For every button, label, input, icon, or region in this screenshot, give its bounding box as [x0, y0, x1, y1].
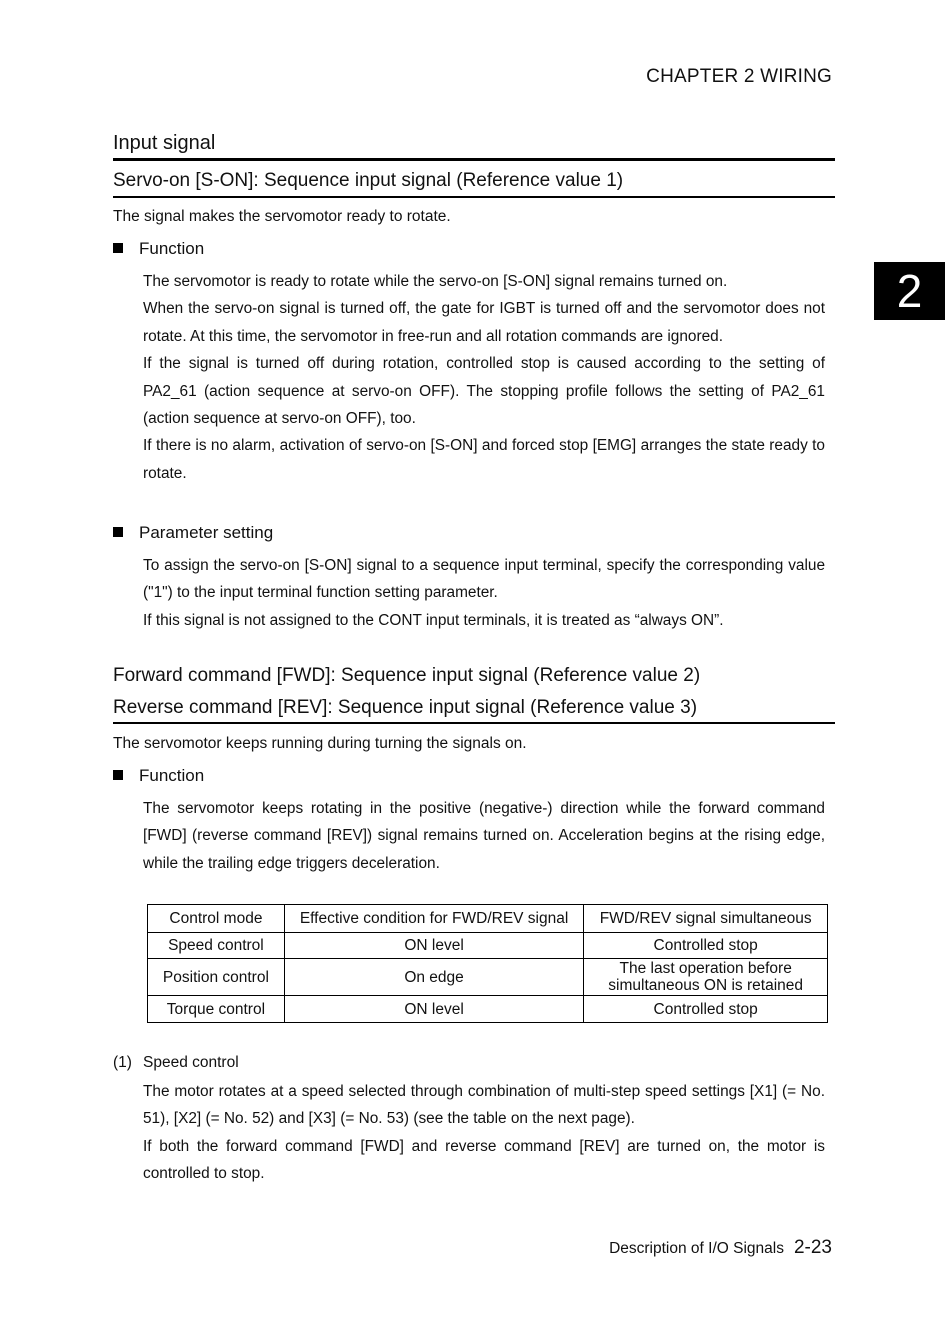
heading-rule [113, 722, 835, 724]
function-bullet [113, 239, 204, 259]
fwd-rev-intro: The servomotor keeps running during turning the signals on. [113, 735, 527, 752]
table-header-cell: Control mode [148, 905, 285, 933]
fwd-heading: Forward command [FWD]: Sequence input signal (Reference value 2) [113, 665, 701, 686]
page-footer [0, 1237, 832, 1259]
parameter-body [143, 552, 825, 634]
table-cell: The last operation before simultaneous ON is retained [584, 959, 828, 996]
item-title: Speed control [143, 1054, 239, 1071]
chapter-tab: 2 [874, 262, 945, 320]
bullet-square-icon [113, 770, 123, 780]
rev-heading: Reverse command [REV]: Sequence input signal (Reference value 3) [113, 697, 698, 718]
title-rule [113, 158, 835, 161]
paragraph: The servomotor keeps rotating in the positive (negative-) direction while the forward command [FWD] (reverse command [REV]) signal remains turned on. Acceleration begins at the rising edge, while the trailing edge triggers deceleration. [143, 800, 825, 872]
paragraph: If this signal is not assigned to the CONT input terminals, it is treated as “always ON”. [143, 611, 724, 629]
table-cell: Controlled stop [584, 933, 828, 959]
section-title: Input signal [113, 132, 216, 154]
bullet-square-icon [113, 243, 123, 253]
paragraph: If there is no alarm, activation of servo-on [S-ON] and forced stop [EMG] arranges the state ready to rotate. [143, 437, 825, 482]
page-number: 2-23 [793, 1237, 832, 1258]
paragraph: If both the forward command [FWD] and reverse command [REV] are turned on, the motor is controlled to stop. [143, 1137, 825, 1183]
servo-on-heading: Servo-on [S-ON]: Sequence input signal (Reference value 1) [113, 170, 624, 191]
paragraph: If the signal is turned off during rotation, controlled stop is caused according to the setting of PA2_61 (action sequence at servo-on OFF). The stopping profile follows the setting of PA2_61 (action sequence at servo-on OFF), too. [143, 355, 825, 428]
item-number: (1) [113, 1054, 132, 1071]
function-head: Function [139, 766, 205, 785]
servo-on-function-body [143, 268, 825, 487]
servo-on-intro: The signal makes the servomotor ready to rotate. [113, 208, 451, 225]
table-cell: Torque control [148, 996, 285, 1023]
speed-control-heading [113, 1054, 239, 1072]
function-bullet [113, 766, 204, 786]
fwd-rev-function-body [143, 795, 825, 877]
table-header-cell: FWD/REV signal simultaneous [584, 905, 828, 933]
parameter-head: Parameter setting [139, 523, 274, 542]
chapter-header: CHAPTER 2 WIRING [646, 66, 832, 87]
parameter-bullet [113, 523, 273, 543]
footer-title: Description of I/O Signals [609, 1240, 784, 1257]
paragraph: When the servo-on signal is turned off, the gate for IGBT is turned off and the servomotor does not rotate. At this time, the servomotor in free-run and all rotation commands are ignored. [143, 300, 825, 345]
table-header-cell: Effective condition for FWD/REV signal [284, 905, 583, 933]
table-cell: ON level [284, 996, 583, 1023]
control-mode-table [147, 904, 828, 1023]
table-cell: ON level [284, 933, 583, 959]
table-cell: On edge [284, 959, 583, 996]
function-head: Function [139, 239, 205, 258]
paragraph: To assign the servo-on [S-ON] signal to a sequence input terminal, specify the corresponding value ("1") to the input terminal function setting parameter. [143, 557, 825, 602]
bullet-square-icon [113, 527, 123, 537]
paragraph: The servomotor is ready to rotate while the servo-on [S-ON] signal remains turned on. [143, 273, 728, 290]
table-row [148, 996, 828, 1023]
table-cell: Speed control [148, 933, 285, 959]
table-row [148, 959, 828, 996]
speed-control-body [143, 1078, 825, 1188]
heading-rule [113, 196, 835, 198]
paragraph: The motor rotates at a speed selected through combination of multi-step speed settings [X1] (= No. 51), [X2] (= No. 52) and [X3] (= No. 53) (see the table on the next page). [143, 1083, 825, 1128]
table-header-row [148, 905, 828, 933]
table-cell: Position control [148, 959, 285, 996]
table-row [148, 933, 828, 959]
table-cell: Controlled stop [584, 996, 828, 1023]
